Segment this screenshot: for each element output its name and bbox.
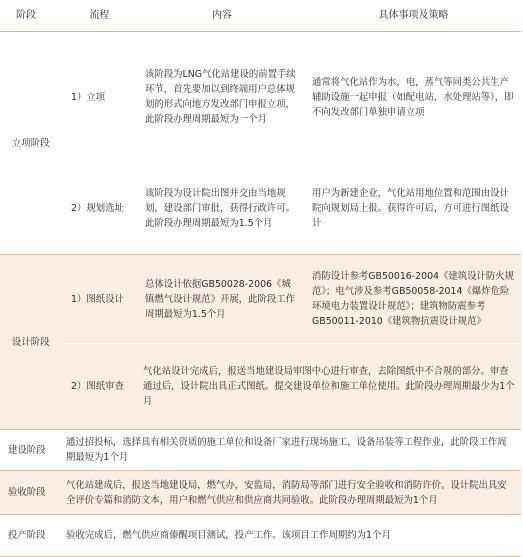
content-lixiang: 该阶段为LNG气化站建设的前置手续环节，首先要加以到终端用户总体规划的形式向地方发改部门申报立项，此阶段办理周期最短为一个月 bbox=[145, 69, 296, 126]
text-jianshe: 通过招投标，选择具有相关资质的施工单位和设备厂家进行现场施工，设备吊装等工程作业，此阶段工作周期最短为1个月 bbox=[66, 437, 507, 463]
process-tuzhi-sheji: 1）图纸设计 bbox=[61, 255, 138, 344]
stage-lixiang: 立项阶段 bbox=[0, 32, 61, 255]
stage-sheji: 设计阶段 bbox=[0, 255, 61, 430]
row-sheji-1 bbox=[0, 255, 521, 344]
row-lixiang-1 bbox=[0, 32, 521, 163]
process-lixiang: 1）立项 bbox=[71, 91, 106, 103]
header-stage: 阶段 bbox=[0, 0, 61, 32]
row-sheji-2 bbox=[0, 344, 521, 430]
stage-touchan: 投产阶段 bbox=[8, 530, 46, 541]
header-content: 内容 bbox=[138, 0, 306, 32]
process-guihua: 2）规划选址 bbox=[61, 163, 138, 255]
text-tuzhi-shencha: 气化站设计完成后，报送当地建设局审图中心进行审查，去除图纸中不合规的部分。审查通过后，设计院出具正式图纸。提交建设单位和施工单位使用。此阶段办理周期最少为1个月 bbox=[138, 344, 521, 430]
row-yanshou bbox=[0, 471, 521, 515]
details-guihua: 用户为新建企业，气化站用地位置和范围由设计院向规划局上报。获得许可后，方可进行图纸设计 bbox=[306, 163, 521, 255]
header-details: 具体事项及策略 bbox=[306, 0, 521, 32]
row-jianshe bbox=[0, 430, 521, 471]
content-guihua: 该阶段为设计院出图并交由当地规划，建设部门审批，获得行政许可。此阶段办理周期最短为1.5个月 bbox=[138, 163, 306, 255]
details-tuzhi-sheji: 消防设计参考GB50016-2004《建筑设计防火规范》；电气涉及参考GB50058-2014《爆炸危险环境电力装置设计规范》；建筑物防震参考GB50011-2010《建筑物抗震设计规范》 bbox=[306, 255, 521, 344]
process-tuzhi-shencha: 2）图纸审查 bbox=[61, 344, 138, 430]
stage-yanshou: 验收阶段 bbox=[0, 471, 61, 515]
header-process: 流程 bbox=[61, 0, 138, 32]
content-tuzhi-sheji: 总体设计依据GB50028-2006《城镇燃气设计规范》开展，此阶段工作周期最短为1.5个月 bbox=[138, 255, 306, 344]
details-lixiang: 通常将气化站作为水，电，蒸气等同类公共生产辅助设施一起申报（如配电站，水处理站等），即不向发改部门单独申请立项 bbox=[312, 76, 514, 118]
row-lixiang-2 bbox=[0, 163, 521, 255]
stage-jianshe: 建设阶段 bbox=[8, 444, 46, 456]
header-row bbox=[0, 0, 521, 32]
text-yanshou: 气化站建成后，报送当地建设局，燃气办，安监局，消防局等部门进行安全验收和消防许价。设计院出具安全评价专篇和消防文本，用户和燃气供应和供应商共同验收。此阶段办理周期最短为1个月 bbox=[61, 471, 521, 515]
row-touchan bbox=[0, 515, 521, 557]
text-touchan: 验收完成后，燃气供应商傣醒项目测试，投产工作。该项目工作周期约为1个月 bbox=[66, 530, 391, 541]
